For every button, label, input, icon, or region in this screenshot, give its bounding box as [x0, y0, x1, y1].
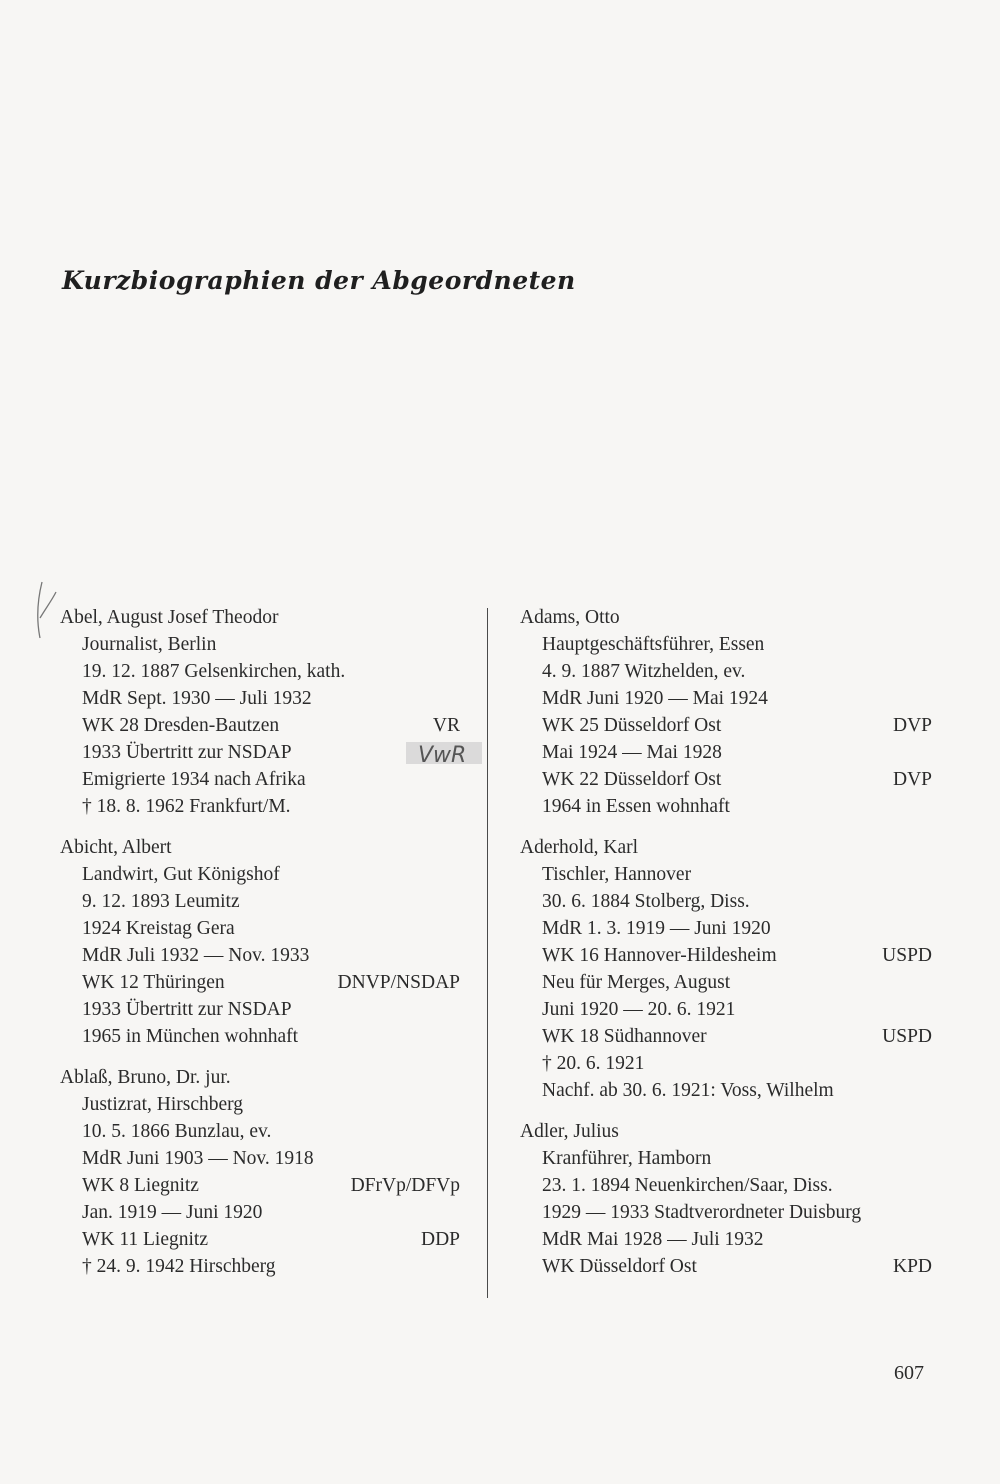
entry-line-text: MdR Juni 1920 — Mai 1924 — [542, 688, 768, 709]
entry-line — [520, 712, 932, 739]
entry-line — [520, 685, 932, 712]
entry-line-text: 1933 Übertritt zur NSDAP — [82, 742, 292, 763]
entry-name — [520, 834, 932, 861]
entry-line — [60, 1023, 460, 1050]
entry-line-text: Tischler, Hannover — [542, 864, 692, 885]
entry-line — [520, 1023, 932, 1050]
biography-entry — [60, 604, 460, 820]
entry-line — [60, 712, 460, 739]
entry-line — [520, 739, 932, 766]
entry-line-text: WK 11 Liegnitz — [82, 1229, 208, 1250]
biography-entry — [520, 604, 932, 820]
entry-line-text: † 18. 8. 1962 Frankfurt/M. — [82, 796, 291, 817]
entry-line — [520, 766, 932, 793]
entry-line — [60, 658, 460, 685]
entry-line — [520, 1253, 932, 1280]
entry-line — [520, 1050, 932, 1077]
entry-line — [520, 1172, 932, 1199]
entry-line — [60, 969, 460, 996]
entry-line — [60, 1145, 460, 1172]
party-label: DDP — [420, 1229, 460, 1250]
entry-line — [520, 793, 932, 820]
entry-line — [60, 1226, 460, 1253]
entry-line-text: Neu für Merges, August — [542, 972, 731, 993]
entry-line — [60, 739, 460, 766]
entry-line-text: MdR Juli 1932 — Nov. 1933 — [82, 945, 310, 966]
entry-line-text: 19. 12. 1887 Gelsenkirchen, kath. — [82, 661, 346, 682]
entry-line-text: Hauptgeschäftsführer, Essen — [542, 634, 765, 655]
party-label: VR — [432, 715, 460, 736]
entry-line-text: MdR Mai 1928 — Juli 1932 — [542, 1229, 764, 1250]
party-label: USPD — [882, 945, 932, 966]
entry-line-text: Juni 1920 — 20. 6. 1921 — [542, 999, 736, 1020]
entry-line — [520, 1226, 932, 1253]
entry-name-text: Ablaß, Bruno, Dr. jur. — [60, 1067, 231, 1088]
entry-line-text: Emigrierte 1934 nach Afrika — [82, 769, 306, 790]
entry-line-text: Nachf. ab 30. 6. 1921: Voss, Wilhelm — [542, 1080, 834, 1101]
entry-name-text: Aderhold, Karl — [520, 837, 639, 858]
entry-line-text: 1924 Kreistag Gera — [82, 918, 235, 939]
entry-line-text: WK Düsseldorf Ost — [542, 1256, 697, 1277]
biography-entry — [60, 1064, 460, 1280]
entry-line — [520, 631, 932, 658]
entry-line-text: Kranführer, Hamborn — [542, 1148, 712, 1169]
entry-line-text: MdR 1. 3. 1919 — Juni 1920 — [542, 918, 771, 939]
entry-name-text: Adams, Otto — [520, 607, 620, 628]
biography-entry — [60, 834, 460, 1050]
entry-line — [520, 942, 932, 969]
entry-line — [520, 996, 932, 1023]
right-column — [520, 604, 932, 1294]
entry-line — [60, 685, 460, 712]
party-label: DFrVp/DFVp — [350, 1175, 460, 1196]
entry-line — [60, 1172, 460, 1199]
entry-line — [60, 1253, 460, 1280]
handwritten-annotation-text: VwR — [418, 743, 467, 768]
entry-line-text: WK 12 Thüringen — [82, 972, 225, 993]
entry-line-text: † 24. 9. 1942 Hirschberg — [82, 1256, 276, 1277]
entry-line — [60, 996, 460, 1023]
page-heading: Kurzbiographien der Abgeordneten — [62, 266, 576, 295]
entry-line-text: 1933 Übertritt zur NSDAP — [82, 999, 292, 1020]
biography-entry — [520, 834, 932, 1104]
entry-line-text: WK 18 Südhannover — [542, 1026, 707, 1047]
entry-line-text: 10. 5. 1866 Bunzlau, ev. — [82, 1121, 272, 1142]
entry-line-text: 1929 — 1933 Stadtverordneter Duisburg — [542, 1202, 862, 1223]
entry-line — [60, 942, 460, 969]
entry-line-text: Jan. 1919 — Juni 1920 — [82, 1202, 263, 1223]
entry-line — [60, 888, 460, 915]
margin-pencil-mark — [30, 578, 60, 658]
entry-line — [60, 1091, 460, 1118]
entry-line-text: 1964 in Essen wohnhaft — [542, 796, 730, 817]
entry-line-text: † 20. 6. 1921 — [542, 1053, 645, 1074]
party-label: KPD — [892, 1256, 932, 1277]
entry-line — [520, 915, 932, 942]
column-divider — [487, 608, 488, 1298]
entry-line — [60, 861, 460, 888]
entry-line-text: 9. 12. 1893 Leumitz — [82, 891, 240, 912]
entry-line — [520, 658, 932, 685]
party-label: DVP — [892, 715, 932, 736]
party-label: DNVP/NSDAP — [337, 972, 460, 993]
entry-line-text: MdR Sept. 1930 — Juli 1932 — [82, 688, 312, 709]
entry-line-text: WK 28 Dresden-Bautzen — [82, 715, 280, 736]
entry-line — [520, 1077, 932, 1104]
entry-name — [60, 834, 460, 861]
entry-line-text: WK 25 Düsseldorf Ost — [542, 715, 722, 736]
entry-line — [60, 1118, 460, 1145]
entry-name — [520, 1118, 932, 1145]
entry-line-text: Landwirt, Gut Königshof — [82, 864, 280, 885]
entry-name-text: Abicht, Albert — [60, 837, 172, 858]
party-label: USPD — [882, 1026, 932, 1047]
entry-name-text: Adler, Julius — [520, 1121, 619, 1142]
entry-line — [60, 1199, 460, 1226]
entry-line — [60, 793, 460, 820]
entry-line-text: WK 8 Liegnitz — [82, 1175, 199, 1196]
entry-name-text: Abel, August Josef Theodor — [60, 607, 279, 628]
entry-line-text: Justizrat, Hirschberg — [82, 1094, 244, 1115]
entry-line-text: Journalist, Berlin — [82, 634, 217, 655]
entry-line-text: 1965 in München wohnhaft — [82, 1026, 299, 1047]
entry-line-text: 23. 1. 1894 Neuenkirchen/Saar, Diss. — [542, 1175, 833, 1196]
entry-line — [520, 1199, 932, 1226]
entry-line — [520, 969, 932, 996]
left-column — [60, 604, 460, 1294]
entry-line — [60, 766, 460, 793]
entry-line — [60, 631, 460, 658]
entry-line — [520, 888, 932, 915]
entry-name — [60, 604, 460, 631]
entry-line — [60, 915, 460, 942]
entry-line-text: Mai 1924 — Mai 1928 — [542, 742, 722, 763]
party-label: DVP — [892, 769, 932, 790]
entry-line — [520, 1145, 932, 1172]
entry-name — [520, 604, 932, 631]
entry-line-text: MdR Juni 1903 — Nov. 1918 — [82, 1148, 314, 1169]
entry-line-text: WK 16 Hannover-Hildesheim — [542, 945, 777, 966]
page-number: 607 — [894, 1362, 924, 1384]
entry-line — [520, 861, 932, 888]
entry-line-text: 4. 9. 1887 Witzhelden, ev. — [542, 661, 746, 682]
entry-line-text: 30. 6. 1884 Stolberg, Diss. — [542, 891, 750, 912]
biography-entry — [520, 1118, 932, 1280]
entry-name — [60, 1064, 460, 1091]
entry-line-text: WK 22 Düsseldorf Ost — [542, 769, 722, 790]
